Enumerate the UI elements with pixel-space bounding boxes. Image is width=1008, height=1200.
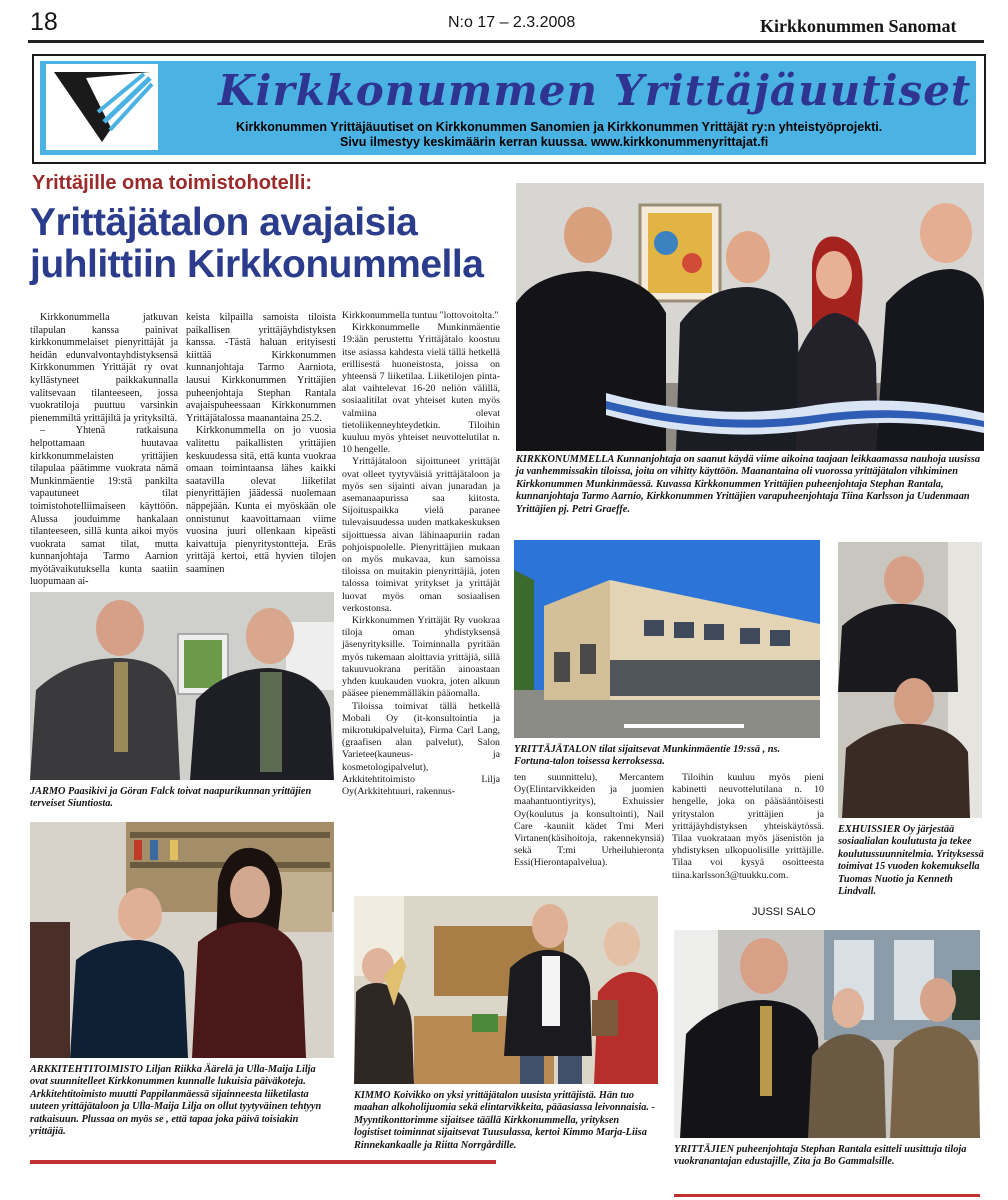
- article-column-4: [514, 772, 664, 870]
- photo-yrittajatalo-building: [514, 540, 820, 738]
- paragraph: – Yhtenä ratkaisuna helpottamaan huutavaa kirkkonummelaisten yrittäjien tilapulaa päätimme vuokrata nämä Munkinmäentie 19:stä pankilta vapautuneet tilat toimistohotelliimaiseen käyttöön. Alussa jouduimme hankalaan tilanteeseen, sillä kunta aikoi myös vuokrata samat tilat, mutta kunnanjohtaja Tarmo Aarnion myötävaikutuksella kunta saatiin luopumaan ai-: [30, 425, 178, 588]
- photo-ribbon-cutting: [516, 183, 984, 451]
- logo-mark-icon: [46, 64, 158, 150]
- caption-stephan-rantala: YRITTÄJIEN puheenjohtaja Stephan Rantala esitteli uusittuja tiloja vuokranantajan edustajille, Zita ja Bo Gammalsille.: [674, 1144, 967, 1168]
- paragraph: Kirkkonummella jatkuvan tilapulan kanssa painivat kirkkonummelaiset pienyrittäjät ja heidän edunvalvontayhdistyksensä Kirkkonummen Yrittäjät ry ovat kyllästyneet paikkakunnalla valitsevaan tilanteeseen, jossa vuokratiloja puuttuu varsinkin pienemmiltä yrittäjiltä ja yrityksiltä.: [30, 312, 178, 424]
- bottom-accent-rule-right: [674, 1194, 980, 1197]
- bottom-accent-rule: [30, 1160, 496, 1164]
- paper-name: Kirkkonummen Sanomat: [760, 16, 957, 36]
- caption-exhuissier: EXHUISSIER Oy järjestää sosiaalialan koulutusta ja tekee koulutussuunnitelmia. Yrityksessä toimivat 15 vuoden kokemuksella Tuomas Nuotio ja Kenneth Lindvall.: [838, 824, 984, 898]
- paragraph: Kirkkonummelle Munkinmäentie 19:ään perustettu Yrittäjätalo koostuu itse asiassa kahdesta vielä tällä hetkellä erillisestä huoneistosta, joissa on yhteensä 7 liiketilaa. Liiketilojen pinta-alat vaihtelevat 16-20 neliön välillä, sosiaalitilat ovat yhteiset kuten myös valmiina olevat tietoliikenneyhteydetkin. Tiloihin kuuluu myös yhteiset neuvottelutilat n. 10 hengelle.: [342, 322, 500, 456]
- paragraph: Yrittäjätaloon sijoittuneet yrittäjät ovat olleet tyytyväisiä yrittäjätaloon ja myös sen sijainti aivan junaradan ja asemanaapurissa saa kiitosta. Sijoituspaikka vielä paranee tulevaisuudessa uuden matkakeskuksen sijoittuessa aivan lähinaapuriin radan pohjoispuolelle. Pienyrittäjien mukaan on myös mukavaa, kun samoissa tiloissa on muitakin pienyrittäjiä, joten talossa toimivat yritykset ja yrittäjät luovat myös oman sosiaalisen verkostonsa.: [342, 456, 500, 614]
- paragraph: keista kilpailla samoista tiloista paikallisen yrittäjäyhdistyksen kanssa. -Tästä haluan erityisesti kiittää Kirkkonummen kunnanjohtaja Tarmo Aarniota, lausui Kirkkonummen Yrittäjien puheenjohtaja Stephan Rantala avajaispuheessaan Kirkkonummen Yrittäjätalossa maanantaina 25.2.: [186, 312, 336, 424]
- article-column-5: [672, 772, 824, 882]
- caption-arkkitehtitoimisto: ARKKITEHTITOIMISTO Liljan Riikka Äärelä ja Ulla-Maija Lilja ovat suunnitelleet Kirkkonummen kunnalle lukuisia päiväkoteja. Arkkitehtitoimisto muutti Pappilanmäessä sijainneesta liiketilasta uuteen yrittäjätaloon ja Ulla-Maija Lilja on ollut tyytyväinen tehtyyn ratkaisuun. Plussaa on myös se , että tapaa joka päivä toisiakin yrittäjiä.: [30, 1064, 322, 1138]
- caption-kimmo-koivikko: KIMMO Koivikko on yksi yrittäjätalon uusista yrittäjistä. Hän tuo maahan alkoholijuomia sekä elintarvikkeita, pääasiassa leivonnaisia. -Myyntikonttorimme sijaitsee täällä Kirkkonummella, yrityksen logistiset toiminnat sijaitsevat Tuusulassa, kertoi Kimmo Marja-Liisa Rinnekankaalle ja Riitta Norrgårdille.: [354, 1090, 655, 1151]
- photo-stephan-rantala: [674, 930, 980, 1138]
- banner-subtitle-1: Kirkkonummen Yrittäjäuutiset on Kirkkonummen Sanomien ja Kirkkonummen Yrittäjät ry:n yhteistyöprojekti.: [236, 120, 883, 134]
- headline-line-1: Yrittäjätalon avajaisia: [30, 201, 418, 244]
- photo-jarmo-goran: [30, 592, 334, 780]
- headline-line-2: juhlittiin Kirkkonummella: [30, 243, 484, 286]
- article-headline: [30, 202, 510, 286]
- paragraph: Tiloissa toimivat tällä hetkellä Mobali Oy (it-konsultointia ja mikrotukipalveluita), Firma Carl Lang, (graafisen alan palvelut), Salon Varietee(kauneus- ja kosmetologipalvelut), Arkkitehtitoimisto Lilja Oy(Arkkitehtuuri, rakennus-: [342, 700, 500, 797]
- header-rule: [28, 40, 984, 43]
- yrittajat-logo: [46, 64, 158, 150]
- paragraph: Kirkkonummella on jo vuosia valitettu paikallisten yrittäjien keskuudessa sitä, että kunta vuokraa omaan toimintaansa lähes kaikki saatavilla olevat liiketilat pienyrittäjien jäädessä nuolemaan näppejään. Kunta ei myöskään ole onnistunut kaavoittamaan viime vuosina juuri ollenkaan kipeästi kaivattuja pienyritystontteja. Eräs yrittäjä kertoi, että hyvien tilojen saaminen: [186, 425, 336, 575]
- article-column-3: [342, 310, 500, 798]
- byline: JUSSI SALO: [752, 906, 816, 918]
- paragraph: Kirkkonummella tuntuu "lottovoitolta.": [342, 310, 499, 321]
- article-column-2: [186, 312, 336, 576]
- caption-jarmo-goran: JARMO Paasikivi ja Göran Falck toivat naapurikunnan yrittäjien terveiset Siuntiosta.: [30, 786, 312, 810]
- issue-number: N:o 17 – 2.3.2008: [448, 14, 576, 31]
- banner-subtitle-2: Sivu ilmestyy keskimäärin kerran kuussa. www.kirkkonummenyrittajat.fi: [340, 135, 769, 149]
- caption-building: YRITTÄJÄTALON tilat sijaitsevat Munkinmäentie 19:ssä , ns. Fortuna-talon toisessa kerroksessa.: [514, 744, 781, 768]
- photo-kimmo-koivikko: [354, 896, 658, 1084]
- paragraph: ten suunnittelu), Mercantem Oy(Elintarvikkeiden ja juomien maahantuontiyritys), Exhuissier Oy(koulutus ja konsultointi), Nail Care -kauniit kädet Tmi Meri Virtanen(käsihoitoja, rakennekynsiä) sekä T:mi Urheiluhieronta Essi(Hierontapalvelua).: [514, 772, 664, 869]
- banner-title: Kirkkonummen Yrittäjäuutiset: [218, 66, 972, 115]
- article-column-1: [30, 312, 178, 589]
- article-kicker: Yrittäjille oma toimistohotelli:: [32, 172, 313, 194]
- caption-ribbon-cutting: KIRKKONUMMELLA Kunnanjohtaja on saanut käydä viime aikoina taajaan leikkaamassa nauhoja uusissa ja vanhemmissakin tiloissa, joita on vihitty käyttöön. Maanantaina oli vuorossa yrittäjätalon vihkiminen Kirkkonummen Munkinmäessä. Kuvassa Kirkkonummen Yrittäjien puheenjohtaja Stephan Rantala, kunnanjohtaja Tarmo Aarnio, Kirkkonummen Yrittäjien varapuheenjohtaja Tiina Karlsson ja Uudenmaan Yrittäjien pj. Petri Graeffe.: [516, 454, 981, 515]
- photo-exhuissier: [838, 542, 982, 818]
- paragraph: Kirkkonummen Yrittäjät Ry vuokraa tiloja oman yhdistyksensä jäsenyrityksille. Toiminnalla pyritään myös tukemaan aloittavia yrittäjiä, sillä takuuvuokrana peritään ainoastaan yhden kuukauden vuokra, joten alkuun pääsee pienemmälläkin pääomalla.: [342, 615, 500, 700]
- page-number: 18: [30, 8, 58, 36]
- photo-arkkitehtitoimisto: [30, 822, 334, 1058]
- paragraph: Tiloihin kuuluu myös pieni kabinetti neuvottelutilana n. 10 hengelle, joka on pääsääntöisesti yritystalon yrittäjien ja yrittäjäyhdistyksen yhteiskäytössä. Tilaa vuokrataan myös jäsenistön ja yhdistyksen ulkopuolisille yrittäjille. Tilaa voi kysyä osoitteesta tiina.karlsson3@tuukku.com.: [672, 772, 824, 881]
